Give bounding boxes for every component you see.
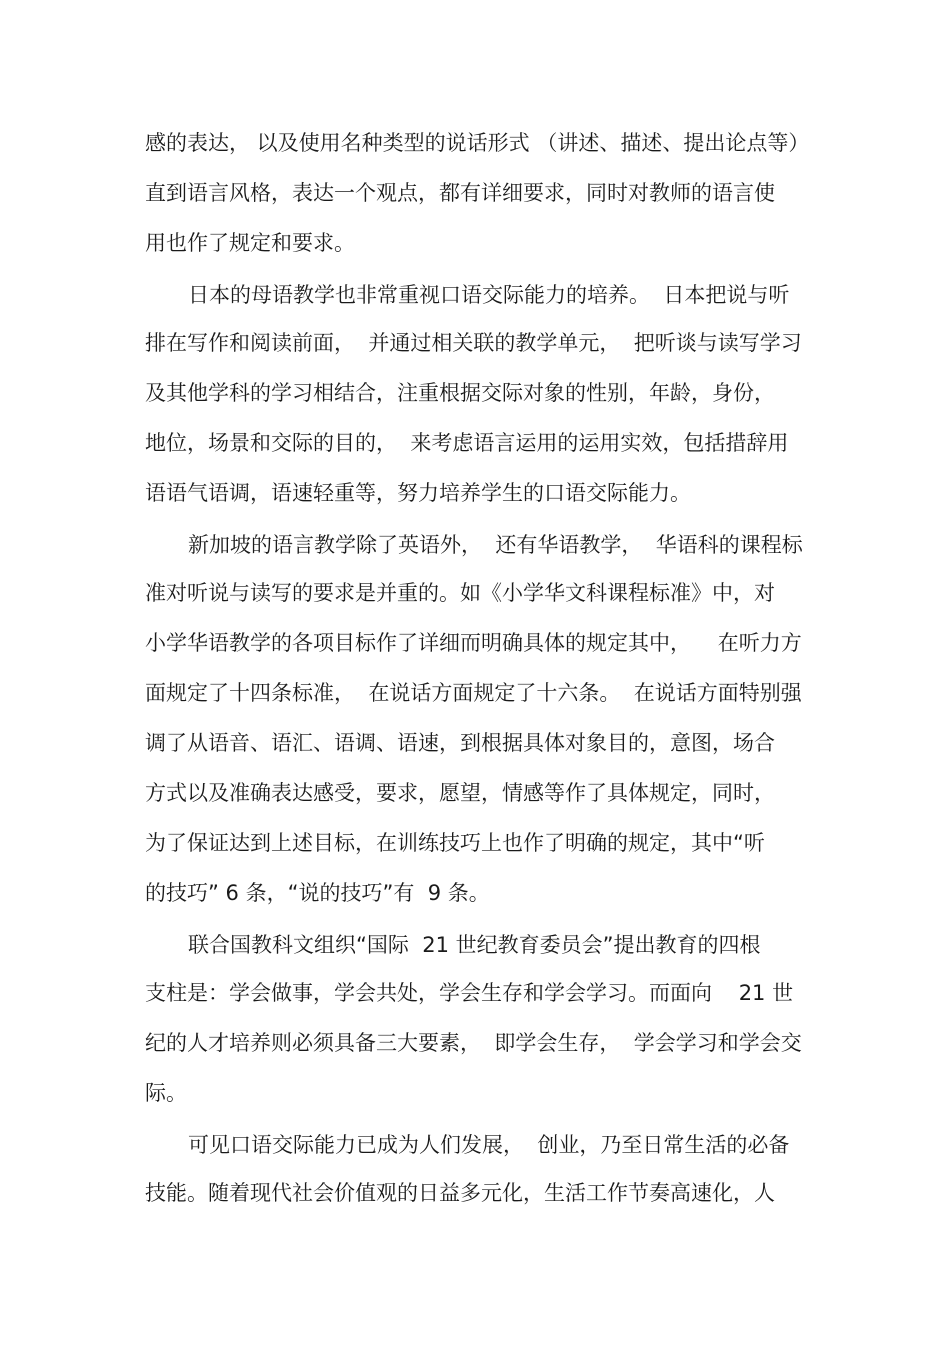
text-line: 准对听说与读写的要求是并重的。如《小学华文科课程标准》中，对 (145, 581, 775, 605)
text-line: 方式以及准确表达感受，要求，愿望，情感等作了具体规定，同时， (145, 781, 775, 805)
text-line: 支柱是：学会做事，学会共处，学会生存和学会学习。而面向 21 世 (145, 981, 794, 1005)
text-line: 感的表达， 以及使用名种类型的说话形式 （讲述、描述、提出论点等） (145, 131, 810, 155)
text-line: 及其他学科的学习相结合，注重根据交际对象的性别，年龄，身份， (145, 381, 775, 405)
text-line: 际。 (145, 1081, 187, 1105)
text-line: 为了保证达到上述目标，在训练技巧上也作了明确的规定，其中“听 (145, 831, 765, 855)
text-line: 语语气语调，语速轻重等，努力培养学生的口语交际能力。 (145, 481, 691, 505)
text-line: 直到语言风格，表达一个观点，都有详细要求，同时对教师的语言使 (145, 181, 775, 205)
text-line: 技能。随着现代社会价值观的日益多元化，生活工作节奏高速化，人 (145, 1181, 775, 1205)
paragraph-start-line: 可见口语交际能力已成为人们发展， 创业，乃至日常生活的必备 (188, 1133, 790, 1157)
text-line: 的技巧” 6 条，“说的技巧”有 9 条。 (145, 881, 490, 905)
text-line: 面规定了十四条标准， 在说话方面规定了十六条。 在说话方面特别强 (145, 681, 802, 705)
text-line: 用也作了规定和要求。 (145, 231, 355, 255)
text-line: 调了从语音、语汇、语调、语速，到根据具体对象目的，意图，场合 (145, 731, 775, 755)
paragraph-start-line: 新加坡的语言教学除了英语外， 还有华语教学， 华语科的课程标 (188, 533, 803, 557)
text-line: 小学华语教学的各项目标作了详细而明确具体的规定其中， 在听力方 (145, 631, 802, 655)
text-line: 纪的人才培养则必须具备三大要素， 即学会生存， 学会学习和学会交 (145, 1031, 802, 1055)
text-line: 地位，场景和交际的目的， 来考虑语言运用的运用实效，包括措辞用 (145, 431, 789, 455)
paragraph-start-line: 联合国教科文组织“国际 21 世纪教育委员会”提出教育的四根 (188, 933, 761, 957)
paragraph-start-line: 日本的母语教学也非常重视口语交际能力的培养。 日本把说与听 (188, 283, 790, 307)
text-line: 排在写作和阅读前面， 并通过相关联的教学单元， 把听谈与读写学习 (145, 331, 802, 355)
